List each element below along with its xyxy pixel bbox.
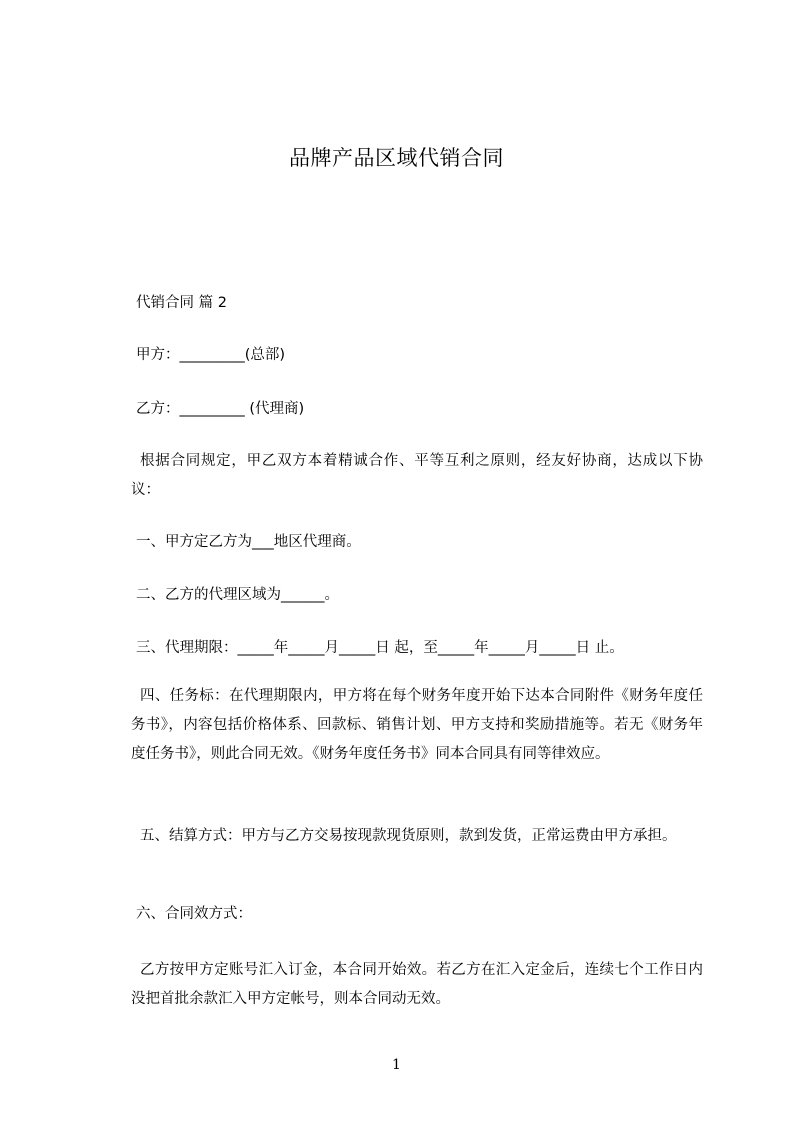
clause-3: 三、代理期限：_____年_____月_____日 起，至_____年_____月_____日 止。 <box>136 640 624 656</box>
clause-6-body: 乙方按甲方定账号汇入订金，本合同开始效。若乙方在汇入定金后，连续七个工作日内没把首批余款汇入甲方定帐号，则本合同动无效。 <box>131 962 703 1007</box>
page-number: 1 <box>392 1057 401 1073</box>
clause-5: 五、结算方式：甲方与乙方交易按现款现货原则，款到发货，正常运费由甲方承担。 <box>140 828 677 844</box>
clause-4: 四、任务标：在代理期限内，甲方将在每个财务年度开始下达本合同附件《财务年度任务书》，内容包括价格体系、回款标、销售计划、甲方支持和奖励措施等。若无《财务年度任务书》，则此合同无效。《财务年度任务书》同本合同具有同等律效应。 <box>131 688 703 762</box>
party-a-line: 甲方：_________(总部) <box>136 347 286 363</box>
contract-subtitle: 代销合同 篇 2 <box>136 295 227 311</box>
clause-1: 一、甲方定乙方为___地区代理商。 <box>136 534 361 550</box>
intro-paragraph: 根据合同规定，甲乙双方本着精诚合作、平等互利之原则，经友好协商，达成以下协议： <box>131 453 703 498</box>
document-title: 品牌产品区域代销合同 <box>289 146 504 170</box>
clause-2: 二、乙方的代理区域为______。 <box>136 587 339 603</box>
clause-6-heading: 六、合同效方式： <box>136 906 252 922</box>
party-b-line: 乙方：_________ (代理商) <box>136 401 305 417</box>
